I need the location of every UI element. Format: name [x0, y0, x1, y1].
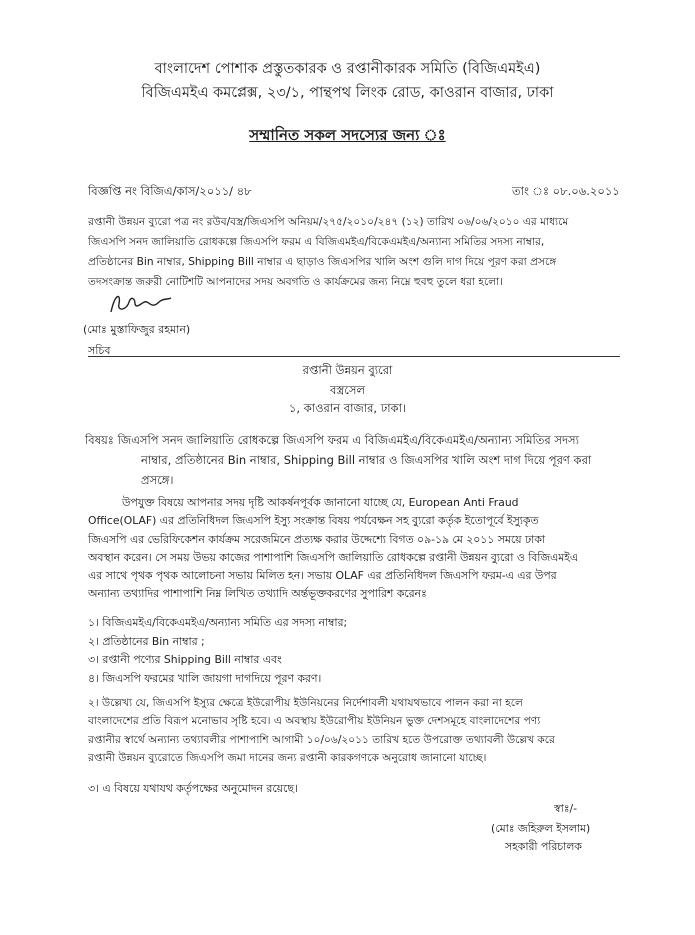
body-paragraph-3: ৩। এ বিষয়ে যথাযথ কর্তৃপক্ষের অনুমোদন রয়েছে।	[88, 782, 298, 795]
body-line: জিএসপি এর ভেরিফিকেশন কার্যক্রম সরেজমিনে প্রত্যক্ষ করার উদ্দেশ্যে বিগত ০৯-১৯ মে ২০১১ সময়ে ঢাকা	[88, 532, 545, 546]
org-name: বাংলাদেশ পোশাক প্রস্তুতকারক ও রপ্তানীকারক সমিতি (বিজিএমইএ)	[154, 61, 541, 77]
body-line: Office(OLAF) এর প্রতিনিধিদল জিএসপি ইস্যু সংক্রান্ত বিষয় পর্যবেক্ষন সহ ব্যুরো কর্তৃক ইতোপূর্বে ইস্যুকৃত	[88, 514, 539, 528]
subject-line: নাম্বার, প্রতিষ্ঠানের Bin নাম্বার, Shipping Bill নাম্বার ও জিএসপির খালি অংশ দাগ দিয়ে পূরণ করা	[141, 453, 592, 467]
recipient-office: রপ্তানী উন্নয়ন ব্যুরো	[302, 363, 393, 377]
body-paragraph-1	[88, 494, 618, 604]
list-item: ২। প্রতিষ্ঠানের Bin নাম্বার ;	[88, 634, 205, 648]
body-line: বাংলাদেশের প্রতি বিরূপ মনোভাব সৃষ্টি হবে। এ অবস্থায় ইউরোপীয় ইউনিয়ন ভুক্ত দেশসমূহে বাংলাদেশের পণ্য	[88, 715, 541, 728]
intro-line: তদসংক্রান্ত জরুরী নোটিশটি আপনাদের সদয় অবগতি ও কার্যক্রমের জন্য নিম্নে হুবহু তুলে ধরা হলো।	[88, 276, 503, 288]
intro-line: রপ্তানী উন্নয়ন ব্যুরো পত্র নং রউব/বস্ত্র/জিএসপি অনিয়ম/২৭৫/২০১০/২৪৭ (১২) তারিখ ০৬/০৬/২০১০ এর মাধ্যমে	[88, 216, 569, 228]
intro-line: জিএসপি সনদ জালিয়াতি রোধকল্পে জিএসপি ফরম এ বিজিএমইএ/বিকেএমইএ/অন্যান্য সমিতির সদস্য নাম্বার,	[88, 236, 545, 248]
body-line: অবস্থান করেন। সে সময় উভয় কাজের পাশাপাশি জিএসপি জালিয়াতি রোধকল্পে রপ্তানী উন্নয়ন ব্যুরো ও বিজিএমইএ	[88, 550, 579, 564]
list-item: ১। বিজিএমইএ/বিকেএমইএ/অন্যান্য সমিতি এর সদস্য নাম্বার;	[88, 616, 348, 629]
signature-mark: স্বাঃ/-	[554, 802, 577, 815]
signature-scribble	[107, 290, 177, 316]
notice-title: সম্মানিত সকল সদস্যের জন্য ঃ	[249, 126, 446, 144]
body-line: ২। উল্লেখ্য যে, জিএসপি ইস্যুর ক্ষেত্রে ইউরোপীয় ইউনিয়নের নির্দেশাবলী যথাযথভাবে পালন করা না হলে	[88, 697, 523, 709]
subject-line: বিষয়ঃ জিএসপি সনদ জালিয়াতি রোধকল্পে জিএসপি ফরম এ বিজিএমইএ/বিকেএমইএ/অন্যান্য সমিতির সদস্য	[85, 433, 579, 447]
body-paragraph-2	[88, 694, 618, 767]
body-line: রপ্তানী উন্নয়ন ব্যুরোতে জিএসপি জমা দানের জন্য রপ্তানী কারকগণকে অনুরোধ জানানো যাচ্ছে।	[88, 751, 487, 764]
body-line: এর সাথে পৃথক পৃথক আলোচনা সভায় মিলিত হন। সভায় OLAF এর প্রতিনিধিদল জিএসপি ফরম-এ এর উপর	[88, 569, 557, 583]
secretary-name: (মোঃ মুস্তাফিজুর রহমান)	[83, 323, 191, 336]
list-item: ৪। জিএসপি ফরমের খালি জায়গা দাগদিয়ে পূরণ করণ।	[88, 671, 322, 685]
recipient-cell: বস্ত্রসেল	[329, 383, 366, 397]
recommendation-list	[88, 614, 347, 688]
secretary-role: সচিব	[88, 344, 111, 357]
assistant-director-role: সহকারী পরিচালক	[505, 840, 582, 853]
recipient-address: ১, কাওরান বাজার, ঢাকা।	[288, 401, 407, 415]
intro-line: প্রতিষ্ঠানের Bin নাম্বার, Shipping Bill নাম্বার এ ছাড়াও জিএসপির খালি অংশ গুলি দাগ দিয়ে পূরণ করা প্রসঙ্গে	[88, 256, 557, 268]
body-line: উপযুক্ত বিষয়ে আপনার সদয় দৃষ্টি আকর্ষনপূর্বক জানানো যাচ্ছে যে, European Anti Fraud	[122, 496, 519, 509]
assistant-director-name: (মোঃ জহিরুল ইসলাম)	[491, 822, 591, 835]
org-address: বিজিএমইএ কমপ্লেক্স, ২৩/১, পান্থপথ লিংক রোড, কাওরান বাজার, ঢাকা	[141, 85, 554, 101]
list-item: ৩। রপ্তানী পণ্যের Shipping Bill নাম্বার এবং	[88, 653, 282, 666]
subject-block	[85, 430, 615, 490]
memo-date: তাং ঃ ০৮.০৬.২০১১	[512, 184, 620, 198]
subject-line: প্রসঙ্গে।	[141, 473, 174, 487]
body-line: অন্যান্য তথ্যাদির পাশাপাশি নিম্ন লিখিত তথ্যাদি অর্ন্তভূক্তকরণের সুপারিশ করেনঃ	[88, 587, 427, 601]
memo-number: বিজ্ঞপ্তি নং বিজিএ/কাস/২০১১/ ৪৮	[88, 184, 252, 198]
divider-line	[88, 356, 620, 357]
intro-paragraph	[88, 212, 608, 292]
body-line: রপ্তানীর স্বার্থে অন্যান্য তথ্যাবলীর পাশাপাশি আগামী ১০/০৬/২০১১ তারিখ হতে উপরোক্ত তথ্যাবলী উল্লেখ করে	[88, 733, 555, 746]
